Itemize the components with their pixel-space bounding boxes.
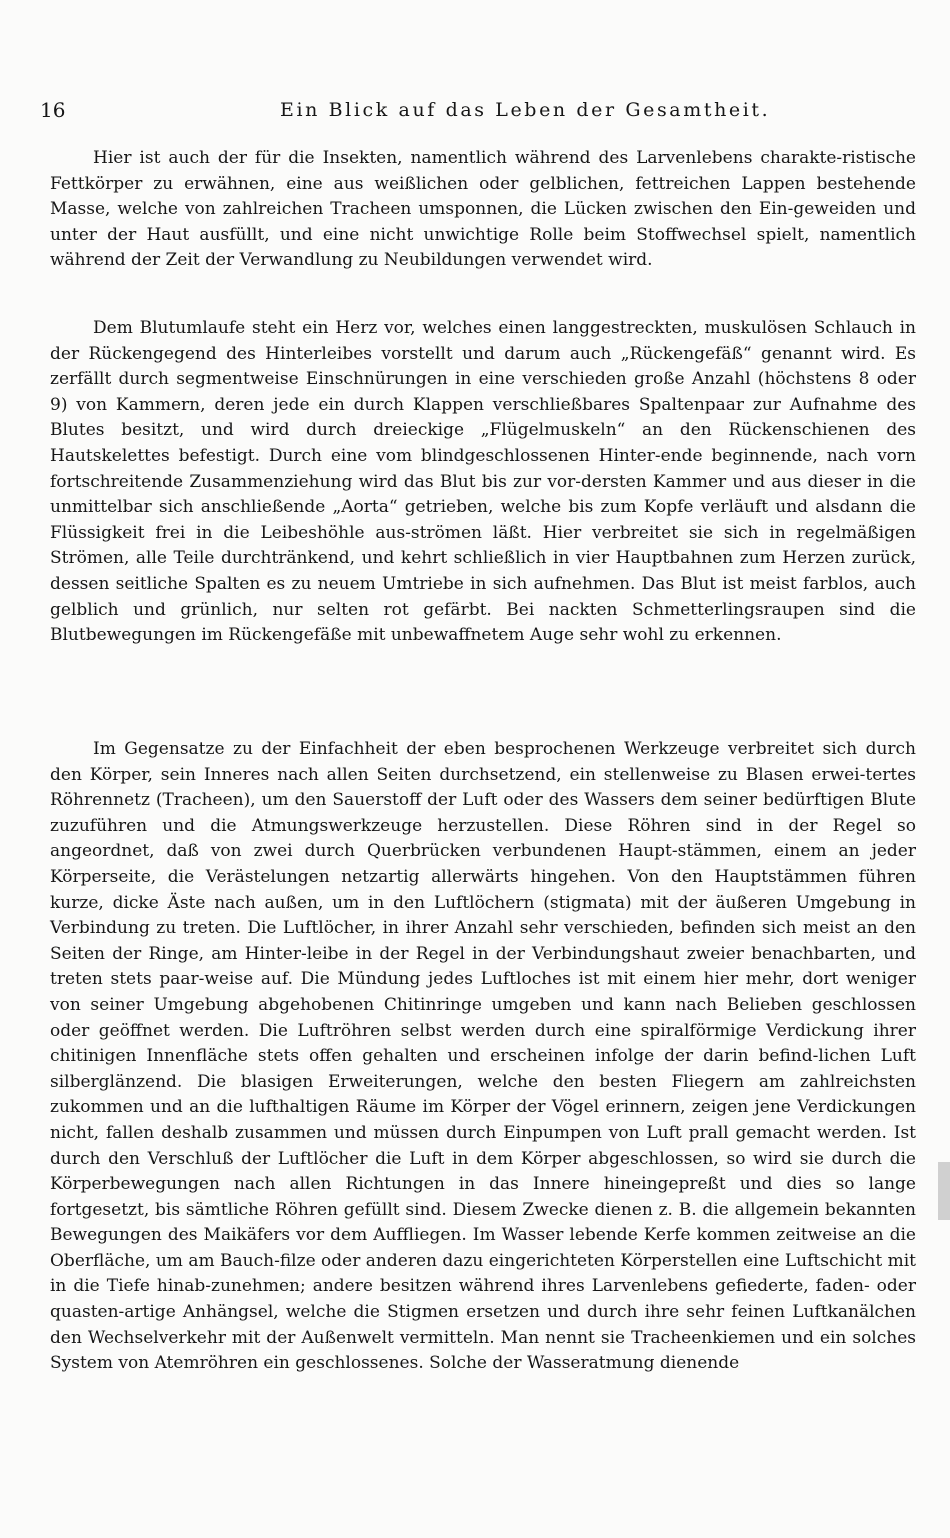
paragraph-respiration: Im Gegensatze zu der Einfachheit der eben besprochenen Werkzeuge verbreitet sich durch den Körper, sein Inneres nach allen Seiten durchsetzend, ein stellenweise zu Blasen erwei-tertes Röhrennetz (Tracheen), um den Sauerstoff der Luft oder des Wassers dem seiner bedürftigen Blute zuzuführen und die Atmungswerkzeuge herzustellen. Diese Röhren sind in der Regel so angeordnet, daß von zwei durch Querbrücken verbundenen Haupt-stämmen, einem an jeder Körperseite, die Verästelungen netzartig allerwärts hingehen. Von den Hauptstämmen führen kurze, dicke Äste nach außen, um in den Luftlöchern (stigmata) mit der äußeren Umgebung in Verbindung zu treten. Die Luftlöcher, in ihrer Anzahl sehr verschieden, befinden sich meist an den Seiten der Ringe, am Hinter-leibe in der Regel in der Verbindungshaut zweier benachbarten, und treten stets paar-weise auf. Die Mündung jedes Luftloches ist mit einem hier mehr, dort weniger von seiner Umgebung abgehobenen Chitinringe umgeben und kann nach Belieben geschlossen oder geöffnet werden. Die Luftröhren selbst werden durch eine spiralförmige Verdickung ihrer chitinigen Innenfläche stets offen gehalten und erscheinen infolge der darin befind-lichen Luft silberglänzend. Die blasigen Erweiterungen, welche den besten Fliegern am zahlreichsten zukommen und an die lufthaltigen Räume im Körper der Vögel erinnern, zeigen jene Verdickungen nicht, fallen deshalb zusammen und müssen durch Einpumpen von Luft prall gemacht werden. Ist durch den Verschluß der Luftlöcher die Luft in dem Körper abgeschlossen, so wird sie durch die Körperbewegungen nach allen Richtungen in das Innere hineingepreßt und dies so lange fortgesetzt, bis sämtliche Röhren gefüllt sind. Diesem Zwecke dienen z. B. die allgemein bekannten Bewegungen des Maikäfers vor dem Auffliegen. Im Wasser lebende Kerfe kommen zeitweise an die Oberfläche, um am Bauch-filze oder anderen dazu eingerichteten Körperstellen eine Luftschicht mit in die Tiefe hinab-zunehmen; andere besitzen während ihres Larvenlebens gefiederte, faden- oder quasten-artige Anhängsel, welche die Stigmen ersetzen und durch ihre sehr feinen Luftkanälchen den Wechselverkehr mit der Außenwelt vermitteln. Man nennt sie Tracheenkiemen und ein solches System von Atemröhren ein geschlossenes. Solche der Wasseratmung dienende [50, 739, 916, 1374]
page-header [40, 94, 930, 126]
running-title: Ein Blick auf das Leben der Gesamtheit. [280, 99, 771, 121]
scan-edge-shadow [938, 1162, 950, 1220]
page-number: 16 [40, 98, 66, 122]
paragraph-fat-body: Hier ist auch der für die Insekten, namentlich während des Larvenlebens charakte-ristische Fettkörper zu erwähnen, eine aus weißlichen oder gelblichen, fettreichen Lappen bestehende Masse, welche von zahlreichen Tracheen umsponnen, die Lücken zwischen den Ein-geweiden und unter der Haut ausfüllt, und eine nicht unwichtige Rolle beim Stoffwechsel spielt, namentlich während der Zeit der Verwandlung zu Neubildungen verwendet wird. [50, 148, 916, 271]
paragraph-circulation: Dem Blutumlaufe steht ein Herz vor, welches einen langgestreckten, muskulösen Schlauch in der Rückengegend des Hinterleibes vorstellt und darum auch „Rückengefäß“ genannt wird. Es zerfällt durch segmentweise Einschnürungen in eine verschieden große Anzahl (höchstens 8 oder 9) von Kammern, deren jede ein durch Klappen verschließbares Spaltenpaar zur Aufnahme des Blutes besitzt, und wird durch dreieckige „Flügelmuskeln“ an den Rückenschienen des Hautskelettes befestigt. Durch eine vom blindgeschlossenen Hinter-ende beginnende, nach vorn fortschreitende Zusammenziehung wird das Blut bis zur vor-dersten Kammer und aus dieser in die unmittelbar sich anschließende „Aorta“ getrieben, welche bis zum Kopfe verläuft und alsdann die Flüssigkeit frei in die Leibeshöhle aus-strömen läßt. Hier verbreitet sie sich in regelmäßigen Strömen, alle Teile durchtränkend, und kehrt schließlich in vier Hauptbahnen zum Herzen zurück, dessen seitliche Spalten es zu neuem Umtriebe in sich aufnehmen. Das Blut ist meist farblos, auch gelblich und grünlich, nur selten rot gefärbt. Bei nackten Schmetterlingsraupen sind die Blutbewegungen im Rückengefäße mit unbewaffnetem Auge sehr wohl zu erkennen. [50, 318, 916, 646]
